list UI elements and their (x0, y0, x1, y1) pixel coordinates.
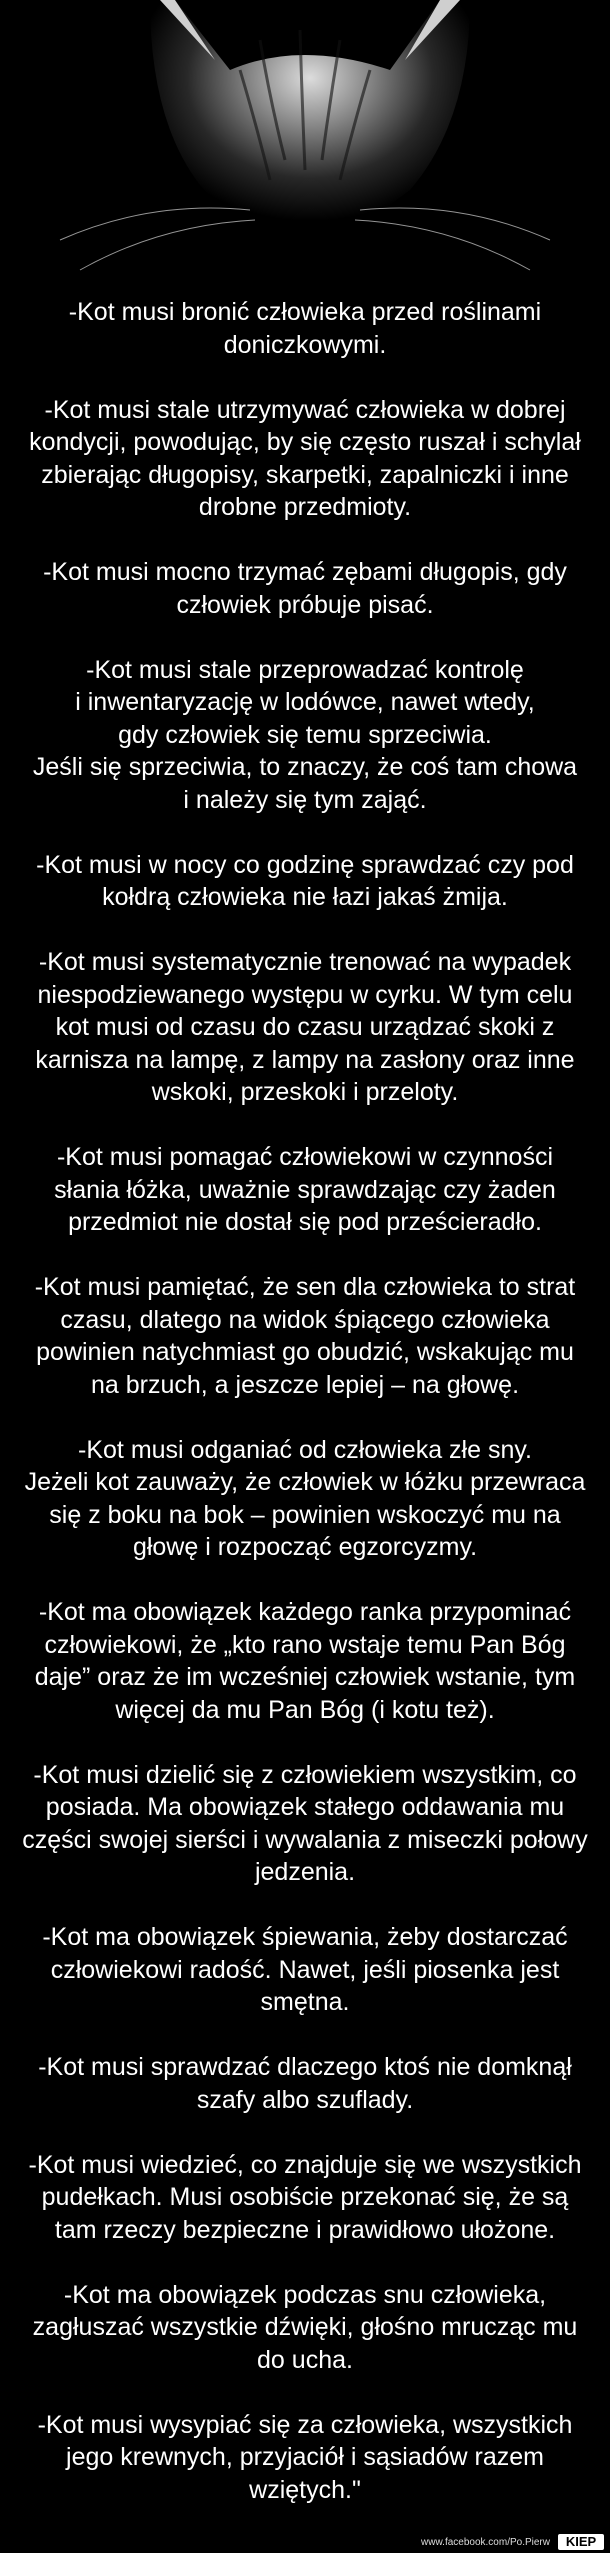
kiep-logo: KIEP (558, 2534, 604, 2550)
rule-paragraph: -Kot musi bronić człowieka przed roślinami doniczkowymi. (68, 298, 542, 359)
footer (0, 2531, 610, 2553)
rules-text (0, 296, 610, 2539)
rule-paragraph: -Kot musi wysypiać się za człowieka, wszystkich jego krewnych, przyjaciół i sąsiadów razem wziętych." (37, 2410, 573, 2504)
rule-paragraph: -Kot ma obowiązek śpiewania, żeby dostarczać człowiekowi radość. Nawet, jeśli piosenka jest smętna. (42, 1923, 568, 2016)
rule-paragraph: -Kot musi pamiętać, że sen dla człowieka to strat czasu, dlatego na widok śpiącego człowieka powinien natychmiast go obudzić, wskakując mu na brzuch, a jeszcze lepiej – na głowę. (34, 1273, 576, 1399)
rule-paragraph: -Kot musi odganiać od człowieka złe sny. Jeżeli kot zauważy, że człowiek w łóżku przewraca się z boku na bok – powinien wskoczyć mu na głowę i rozpocząć egzorcyzmy. (24, 1435, 586, 1561)
rule-paragraph: -Kot ma obowiązek podczas snu człowieka, zagłuszać wszystkie dźwięki, głośno mrucząc mu do ucha. (32, 2280, 578, 2374)
rule-paragraph: -Kot musi pomagać człowiekowi w czynności słania łóżka, uważnie sprawdzając czy żaden przedmiot nie dostał się pod prześcieradło. (54, 1143, 556, 1236)
rule-paragraph: -Kot musi sprawdzać dlaczego ktoś nie domknął szafy albo szuflady. (38, 2053, 572, 2114)
rule-paragraph: -Kot musi systematycznie trenować na wypadek niespodziewanego występu w cyrku. W tym celu kot musi od czasu do czasu urządzać skoki z karnisza na lampę, z lampy na zasłony oraz inne wskoki, przeskoki i przeloty. (35, 948, 575, 1106)
rule-paragraph: -Kot musi w nocy co godzinę sprawdzać czy pod kołdrą człowieka nie łazi jakaś żmija. (36, 850, 574, 911)
rule-paragraph: -Kot musi stale utrzymywać człowieka w dobrej kondycji, powodując, by się często ruszał i schylał zbierając długopisy, skarpetki, zapalniczki i inne drobne przedmioty. (29, 395, 581, 521)
rule-paragraph: -Kot musi dzielić się z człowiekiem wszystkim, co posiada. Ma obowiązek stałego oddawania mu części swojej sierści i wywalania z miseczki połowy jedzenia. (22, 1760, 588, 1886)
footer-url[interactable]: www.facebook.com/Po.Pierw (421, 2537, 550, 2548)
cat-photo (0, 0, 610, 290)
rule-paragraph: -Kot ma obowiązek każdego ranka przypominać człowiekowi, że „kto rano wstaje temu Pan Bóg daje” oraz że im wcześniej człowiek wstanie, tym więcej da mu Pan Bóg (i kotu też). (34, 1598, 576, 1724)
rule-paragraph: -Kot musi wiedzieć, co znajduje się we wszystkich pudełkach. Musi osobiście przekonać się, że są tam rzeczy bezpieczne i prawidłowo ułożone. (28, 2150, 582, 2244)
rule-paragraph: -Kot musi stale przeprowadzać kontrolę i inwentaryzację w lodówce, nawet wtedy, gdy człowiek się temu sprzeciwia. Jeśli się sprzeciwia, to znaczy, że coś tam chowa i należy się tym zająć. (32, 655, 578, 814)
rule-paragraph: -Kot musi mocno trzymać zębami długopis, gdy człowiek próbuje pisać. (43, 558, 567, 619)
